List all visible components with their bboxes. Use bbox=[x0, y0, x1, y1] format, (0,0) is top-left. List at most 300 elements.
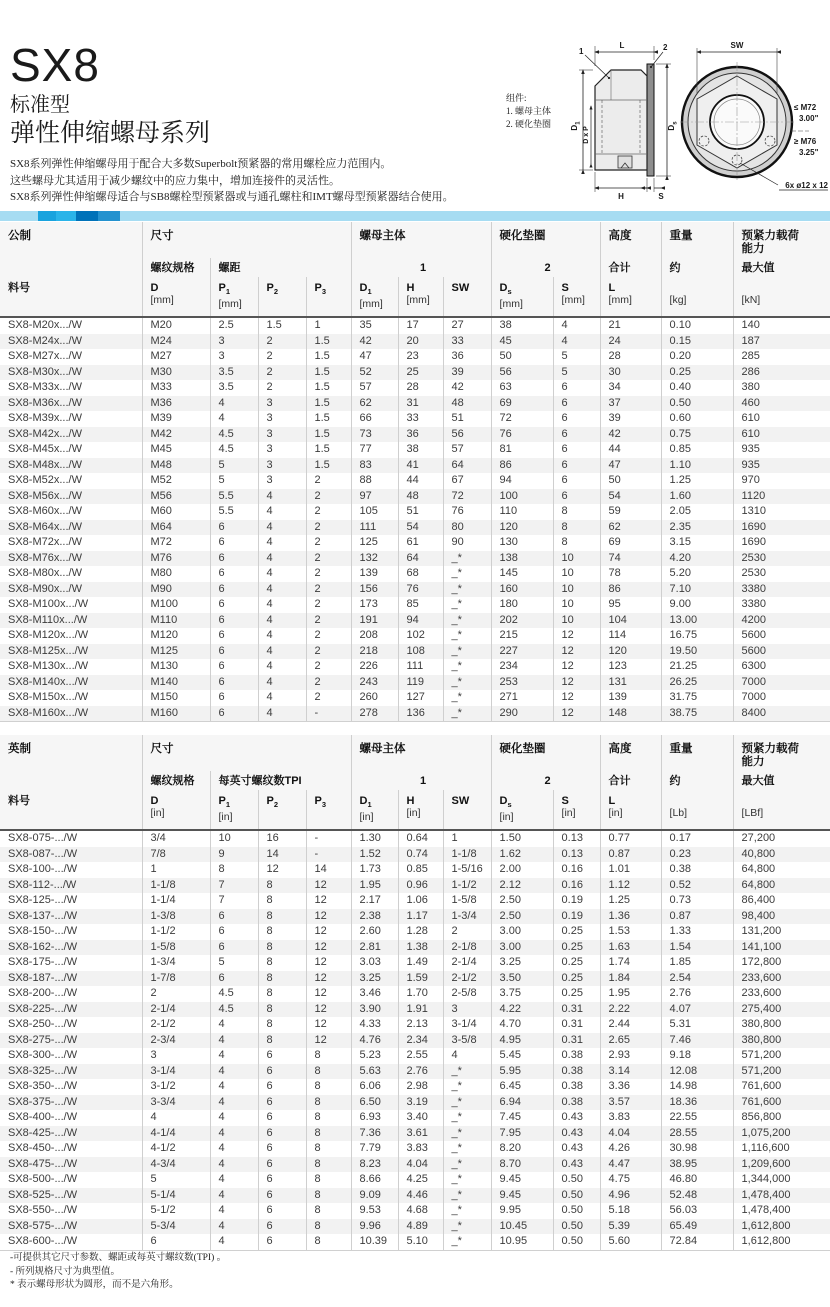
cell: 9.18 bbox=[661, 1048, 733, 1064]
cell: 8 bbox=[306, 1079, 351, 1095]
part-number: SX8-M52x.../W bbox=[8, 474, 82, 487]
cell: M42 bbox=[142, 427, 210, 443]
cell: 12 bbox=[306, 986, 351, 1002]
bar-segment bbox=[0, 211, 38, 221]
cell: 33 bbox=[398, 411, 443, 427]
cell: 12 bbox=[306, 878, 351, 894]
table-row bbox=[0, 1079, 830, 1095]
cell: 45 bbox=[491, 334, 553, 350]
cell: 1-1/8 bbox=[142, 878, 210, 894]
part-number: SX8-225-.../W bbox=[8, 1002, 78, 1015]
cell: _* bbox=[443, 566, 491, 582]
cell: 0.38 bbox=[553, 1064, 600, 1080]
part-number: SX8-M160x.../W bbox=[0, 706, 142, 722]
group-weight: 重量 bbox=[661, 735, 733, 771]
cell: 1.5 bbox=[306, 334, 351, 350]
cell: 2.35 bbox=[661, 520, 733, 536]
subgroup-total: 合计 bbox=[600, 258, 661, 277]
table-row bbox=[0, 1095, 830, 1111]
cell: 1-1/8 bbox=[443, 847, 491, 863]
cell: 30.98 bbox=[661, 1141, 733, 1157]
cell: 6 bbox=[553, 489, 600, 505]
cell: 2 bbox=[258, 334, 306, 350]
cell: 4 bbox=[258, 504, 306, 520]
cell: 4 bbox=[258, 690, 306, 706]
cell: 8400 bbox=[733, 706, 830, 722]
cell: 8 bbox=[553, 504, 600, 520]
cell: 380,800 bbox=[733, 1017, 830, 1033]
cell: 4.25 bbox=[398, 1172, 443, 1188]
cell: 95 bbox=[600, 597, 661, 613]
cell: 0.87 bbox=[661, 909, 733, 925]
cell: 0.31 bbox=[553, 1033, 600, 1049]
cell: 3-3/4 bbox=[142, 1095, 210, 1111]
cell: M52 bbox=[142, 473, 210, 489]
cell: 4.5 bbox=[210, 427, 258, 443]
cell: 610 bbox=[733, 427, 830, 443]
cell: 380,800 bbox=[733, 1033, 830, 1049]
table-row bbox=[0, 628, 830, 644]
cell: 0.50 bbox=[661, 396, 733, 412]
product-description bbox=[10, 156, 490, 206]
cell: 37 bbox=[600, 396, 661, 412]
cell: 8 bbox=[306, 1203, 351, 1219]
cell: 38 bbox=[491, 317, 553, 334]
cell: 8 bbox=[306, 1048, 351, 1064]
cell: 0.52 bbox=[661, 878, 733, 894]
cell: 0.23 bbox=[661, 847, 733, 863]
table-row bbox=[0, 955, 830, 971]
cell: 6 bbox=[210, 582, 258, 598]
table-row bbox=[0, 878, 830, 894]
component-legend-item: 2. 硬化垫圈 bbox=[506, 119, 552, 129]
part-number: SX8-M130x.../W bbox=[8, 660, 89, 673]
cell: _* bbox=[443, 1064, 491, 1080]
cell: 48 bbox=[398, 489, 443, 505]
cell: 30 bbox=[600, 365, 661, 381]
cell: 59 bbox=[600, 504, 661, 520]
cell: _* bbox=[443, 1126, 491, 1142]
imperial-table bbox=[0, 735, 830, 1251]
cell: 2 bbox=[306, 489, 351, 505]
cell: 80 bbox=[443, 520, 491, 536]
cell: 1.84 bbox=[600, 971, 661, 987]
cell: 1,344,000 bbox=[733, 1172, 830, 1188]
bar-segment bbox=[76, 211, 98, 221]
table-row bbox=[0, 986, 830, 1002]
part-number: SX8-125-.../W bbox=[8, 894, 78, 907]
table-row bbox=[0, 690, 830, 706]
cell: 6 bbox=[553, 442, 600, 458]
cell: 6.45 bbox=[491, 1079, 553, 1095]
part-number: SX8-M56x.../W bbox=[8, 489, 82, 502]
cell: 5.20 bbox=[661, 566, 733, 582]
cell: 1-1/2 bbox=[443, 878, 491, 894]
part-number: SX8-087-.../W bbox=[8, 847, 78, 860]
subgroup-pitch: 螺距 bbox=[210, 258, 351, 277]
cell: 4.5 bbox=[210, 986, 258, 1002]
cell: 68 bbox=[398, 566, 443, 582]
cell: 1,209,600 bbox=[733, 1157, 830, 1173]
cell: 8 bbox=[306, 1188, 351, 1204]
cell: 12 bbox=[306, 924, 351, 940]
col-header: $D_1$ [in] bbox=[351, 790, 398, 830]
cell: _* bbox=[443, 1172, 491, 1188]
cell: 2 bbox=[306, 504, 351, 520]
cell: 10 bbox=[553, 582, 600, 598]
subgroup-approx: 约 bbox=[661, 258, 733, 277]
cell: 6 bbox=[210, 566, 258, 582]
cell: 139 bbox=[600, 690, 661, 706]
cell: 57 bbox=[351, 380, 398, 396]
cell: M56 bbox=[142, 489, 210, 505]
cell: 3.57 bbox=[600, 1095, 661, 1111]
cell: 1.5 bbox=[306, 396, 351, 412]
cell: 571,200 bbox=[733, 1048, 830, 1064]
cell: 27 bbox=[443, 317, 491, 334]
cell: 1-3/4 bbox=[443, 909, 491, 925]
cell: 26.25 bbox=[661, 675, 733, 691]
cell: 6 bbox=[210, 520, 258, 536]
cell: 0.38 bbox=[553, 1095, 600, 1111]
cell: 5.39 bbox=[600, 1219, 661, 1235]
cell: 4 bbox=[258, 628, 306, 644]
col-header: H [mm] bbox=[398, 277, 443, 317]
part-number: SX8-162-.../W bbox=[8, 940, 78, 953]
cell: 935 bbox=[733, 442, 830, 458]
cell: 0.43 bbox=[553, 1126, 600, 1142]
cell: 88 bbox=[351, 473, 398, 489]
cell: _* bbox=[443, 1234, 491, 1250]
table-row bbox=[0, 1219, 830, 1235]
table-row bbox=[0, 1110, 830, 1126]
part-number: SX8-M36x.../W bbox=[8, 396, 82, 409]
cell: 6 bbox=[553, 380, 600, 396]
cell: 460 bbox=[733, 396, 830, 412]
cell: 14 bbox=[306, 862, 351, 878]
cell: 4-3/4 bbox=[142, 1157, 210, 1173]
cell: 970 bbox=[733, 473, 830, 489]
cell: 76 bbox=[398, 582, 443, 598]
cell: 2.44 bbox=[600, 1017, 661, 1033]
cell: 286 bbox=[733, 365, 830, 381]
cell: M140 bbox=[142, 675, 210, 691]
cell: 2.81 bbox=[351, 940, 398, 956]
cell: 0.38 bbox=[661, 862, 733, 878]
cell: 4 bbox=[210, 1110, 258, 1126]
cell: 73 bbox=[351, 427, 398, 443]
cell: 1.54 bbox=[661, 940, 733, 956]
cell: 2 bbox=[306, 473, 351, 489]
cell: 6 bbox=[258, 1110, 306, 1126]
cell: 10 bbox=[210, 830, 258, 847]
table-row bbox=[0, 334, 830, 350]
cell: 10 bbox=[553, 613, 600, 629]
cell: 63 bbox=[491, 380, 553, 396]
cell: 233,600 bbox=[733, 986, 830, 1002]
cell: 110 bbox=[491, 504, 553, 520]
annotation-holes: 6x ø12 x 12 bbox=[785, 181, 828, 190]
cell: 3.00 bbox=[491, 940, 553, 956]
subgroup-max: 最大值 bbox=[733, 771, 830, 790]
cell: 8 bbox=[258, 893, 306, 909]
cell: 4 bbox=[258, 597, 306, 613]
cell: 2 bbox=[258, 365, 306, 381]
table-row bbox=[0, 924, 830, 940]
cell: 233,600 bbox=[733, 971, 830, 987]
cell: 380 bbox=[733, 380, 830, 396]
cell: 4 bbox=[443, 1048, 491, 1064]
metric-table bbox=[0, 222, 830, 722]
table-row bbox=[0, 504, 830, 520]
dim-label-H: H bbox=[618, 192, 624, 200]
cell: 5.10 bbox=[398, 1234, 443, 1250]
cell: 234 bbox=[491, 659, 553, 675]
cell: 39 bbox=[443, 365, 491, 381]
cell: 4.76 bbox=[351, 1033, 398, 1049]
cell: 2.00 bbox=[491, 862, 553, 878]
cell: 0.50 bbox=[553, 1203, 600, 1219]
cell: M30 bbox=[142, 365, 210, 381]
title-block bbox=[10, 39, 490, 206]
part-number: SX8-M80x.../W bbox=[8, 567, 82, 580]
cell: 2.55 bbox=[398, 1048, 443, 1064]
cell: 0.40 bbox=[661, 380, 733, 396]
cell: 3.75 bbox=[491, 986, 553, 1002]
cell: 111 bbox=[351, 520, 398, 536]
cell: 12 bbox=[306, 909, 351, 925]
cell: 72 bbox=[443, 489, 491, 505]
cell: 275,400 bbox=[733, 1002, 830, 1018]
table-row bbox=[0, 1033, 830, 1049]
cell: 9.09 bbox=[351, 1188, 398, 1204]
cell: _* bbox=[443, 1203, 491, 1219]
cell: 34 bbox=[600, 380, 661, 396]
subgroup-max: 最大值 bbox=[733, 258, 830, 277]
cell: 100 bbox=[491, 489, 553, 505]
cell: 4 bbox=[258, 659, 306, 675]
cell: 5.95 bbox=[491, 1064, 553, 1080]
cell: 2.60 bbox=[351, 924, 398, 940]
cell: 2 bbox=[258, 349, 306, 365]
cell: 12.08 bbox=[661, 1064, 733, 1080]
cell: 10 bbox=[553, 566, 600, 582]
col-header: $D_s$ [mm] bbox=[491, 277, 553, 317]
group-system: 公制 bbox=[0, 222, 142, 258]
table-row bbox=[0, 1064, 830, 1080]
col-header: SW bbox=[443, 790, 491, 830]
col-header: $P_2$ bbox=[258, 277, 306, 317]
cell: 5 bbox=[210, 473, 258, 489]
bar-segment bbox=[120, 211, 830, 221]
cell: 8 bbox=[210, 862, 258, 878]
cell: 72.84 bbox=[661, 1234, 733, 1250]
cell: 4 bbox=[553, 317, 600, 334]
col-header: SW bbox=[443, 277, 491, 317]
cell: 2.54 bbox=[661, 971, 733, 987]
cell: 12 bbox=[553, 659, 600, 675]
cell: 6 bbox=[258, 1141, 306, 1157]
cell: 0.50 bbox=[553, 1172, 600, 1188]
page-subtitle-series: 弹性伸缩螺母系列 bbox=[10, 119, 211, 147]
cell: 0.75 bbox=[661, 427, 733, 443]
cell: 2 bbox=[306, 659, 351, 675]
table-row bbox=[0, 1141, 830, 1157]
cell: 38 bbox=[398, 442, 443, 458]
cell: 226 bbox=[351, 659, 398, 675]
part-number: SX8-075-.../W bbox=[8, 832, 78, 845]
cell: 50 bbox=[600, 473, 661, 489]
table-row bbox=[0, 659, 830, 675]
cell: 40,800 bbox=[733, 847, 830, 863]
group-weight: 重量 bbox=[661, 222, 733, 258]
cell: 1.95 bbox=[351, 878, 398, 894]
table-row bbox=[0, 365, 830, 381]
cell: 12 bbox=[306, 955, 351, 971]
cell: 4 bbox=[210, 1126, 258, 1142]
cell: 1 bbox=[142, 862, 210, 878]
group-header-row bbox=[0, 735, 830, 771]
cell: 6 bbox=[210, 613, 258, 629]
cell: 3-1/4 bbox=[443, 1017, 491, 1033]
group-height: 高度 bbox=[600, 735, 661, 771]
cell: 0.38 bbox=[553, 1048, 600, 1064]
cell: 14.98 bbox=[661, 1079, 733, 1095]
table-row bbox=[0, 1048, 830, 1064]
cell: 86 bbox=[491, 458, 553, 474]
cell: 12 bbox=[306, 1017, 351, 1033]
cell: 215 bbox=[491, 628, 553, 644]
col-header: $D_1$ [mm] bbox=[351, 277, 398, 317]
cell: 0.43 bbox=[553, 1110, 600, 1126]
part-number: SX8-550-.../W bbox=[8, 1204, 78, 1217]
cell: 3 bbox=[258, 458, 306, 474]
cell: 12 bbox=[306, 1002, 351, 1018]
cell: 46.80 bbox=[661, 1172, 733, 1188]
cell: 42 bbox=[443, 380, 491, 396]
cell: 130 bbox=[491, 535, 553, 551]
cell: 1.5 bbox=[306, 427, 351, 443]
cell: 2.38 bbox=[351, 909, 398, 925]
cell: 5 bbox=[142, 1172, 210, 1188]
cell: 0.19 bbox=[553, 909, 600, 925]
cell: 187 bbox=[733, 334, 830, 350]
cell: 4.70 bbox=[491, 1017, 553, 1033]
cell: 7 bbox=[210, 878, 258, 894]
col-header: $P_3$ bbox=[306, 277, 351, 317]
cell: 156 bbox=[351, 582, 398, 598]
cell: 131 bbox=[600, 675, 661, 691]
cell: 4.95 bbox=[491, 1033, 553, 1049]
cell: 28 bbox=[398, 380, 443, 396]
cell: 7000 bbox=[733, 690, 830, 706]
cell: 1.62 bbox=[491, 847, 553, 863]
cell: 4 bbox=[258, 489, 306, 505]
cell: 74 bbox=[600, 551, 661, 567]
cell: 6.94 bbox=[491, 1095, 553, 1111]
table-row bbox=[0, 473, 830, 489]
cell: 51 bbox=[398, 504, 443, 520]
cell: 2.76 bbox=[661, 986, 733, 1002]
cell: 4200 bbox=[733, 613, 830, 629]
cell: 6 bbox=[258, 1172, 306, 1188]
cell: 6 bbox=[210, 924, 258, 940]
cell: _* bbox=[443, 1095, 491, 1111]
cell: 1.25 bbox=[600, 893, 661, 909]
bar-segment bbox=[98, 211, 120, 221]
cell: 1.30 bbox=[351, 830, 398, 847]
subgroup-tpi: 每英寸螺纹数TPI bbox=[210, 771, 351, 790]
cell: 4 bbox=[258, 613, 306, 629]
cell: 6 bbox=[210, 628, 258, 644]
cell: 0.13 bbox=[553, 830, 600, 847]
cell: 105 bbox=[351, 504, 398, 520]
cell: 2-1/4 bbox=[142, 1002, 210, 1018]
cell: 3.00 bbox=[491, 924, 553, 940]
side-view bbox=[570, 41, 679, 200]
cell: 0.38 bbox=[553, 1079, 600, 1095]
cell: 2 bbox=[306, 551, 351, 567]
cell: 1-3/8 bbox=[142, 909, 210, 925]
cell: 1,478,400 bbox=[733, 1188, 830, 1204]
part-number: SX8-M20x.../W bbox=[8, 319, 82, 332]
cell: 4 bbox=[258, 706, 306, 722]
cell: 4 bbox=[210, 411, 258, 427]
cell: 0.19 bbox=[553, 893, 600, 909]
cell: 47 bbox=[600, 458, 661, 474]
cell: 761,600 bbox=[733, 1095, 830, 1111]
cell: 19.50 bbox=[661, 644, 733, 660]
cell: 6 bbox=[553, 458, 600, 474]
part-number: SX8-150-.../W bbox=[8, 925, 78, 938]
cell: 6 bbox=[258, 1079, 306, 1095]
dim-label-DxP: D x P bbox=[583, 126, 590, 144]
cell: 98,400 bbox=[733, 909, 830, 925]
cell: 6 bbox=[258, 1126, 306, 1142]
cell: 81 bbox=[491, 442, 553, 458]
col-header-row bbox=[0, 790, 830, 830]
cell: 2 bbox=[258, 380, 306, 396]
cell: 85 bbox=[398, 597, 443, 613]
cell: M60 bbox=[142, 504, 210, 520]
cell: 72 bbox=[491, 411, 553, 427]
cell: 132 bbox=[351, 551, 398, 567]
cell: 0.16 bbox=[553, 862, 600, 878]
cell: 4 bbox=[210, 1079, 258, 1095]
description-line: 这些螺母尤其适用于减少螺纹中的应力集中，增加连接件的灵活性。 bbox=[10, 174, 340, 187]
cell: 4 bbox=[258, 566, 306, 582]
cell: 1-7/8 bbox=[142, 971, 210, 987]
table-row bbox=[0, 535, 830, 551]
cell: 6.93 bbox=[351, 1110, 398, 1126]
table-row bbox=[0, 597, 830, 613]
cell: 10.95 bbox=[491, 1234, 553, 1250]
table-row bbox=[0, 1157, 830, 1173]
cell: 7.46 bbox=[661, 1033, 733, 1049]
cell: 243 bbox=[351, 675, 398, 691]
cell: 571,200 bbox=[733, 1064, 830, 1080]
cell: 2.5 bbox=[210, 317, 258, 334]
cell: _* bbox=[443, 582, 491, 598]
cell: 8.20 bbox=[491, 1141, 553, 1157]
group-system: 英制 bbox=[0, 735, 142, 771]
cell: 64,800 bbox=[733, 878, 830, 894]
cell: 4.22 bbox=[491, 1002, 553, 1018]
part-number: SX8-M39x.../W bbox=[8, 412, 82, 425]
cell: 6 bbox=[258, 1234, 306, 1250]
nut-body-section bbox=[595, 70, 647, 170]
cell: 6 bbox=[258, 1095, 306, 1111]
